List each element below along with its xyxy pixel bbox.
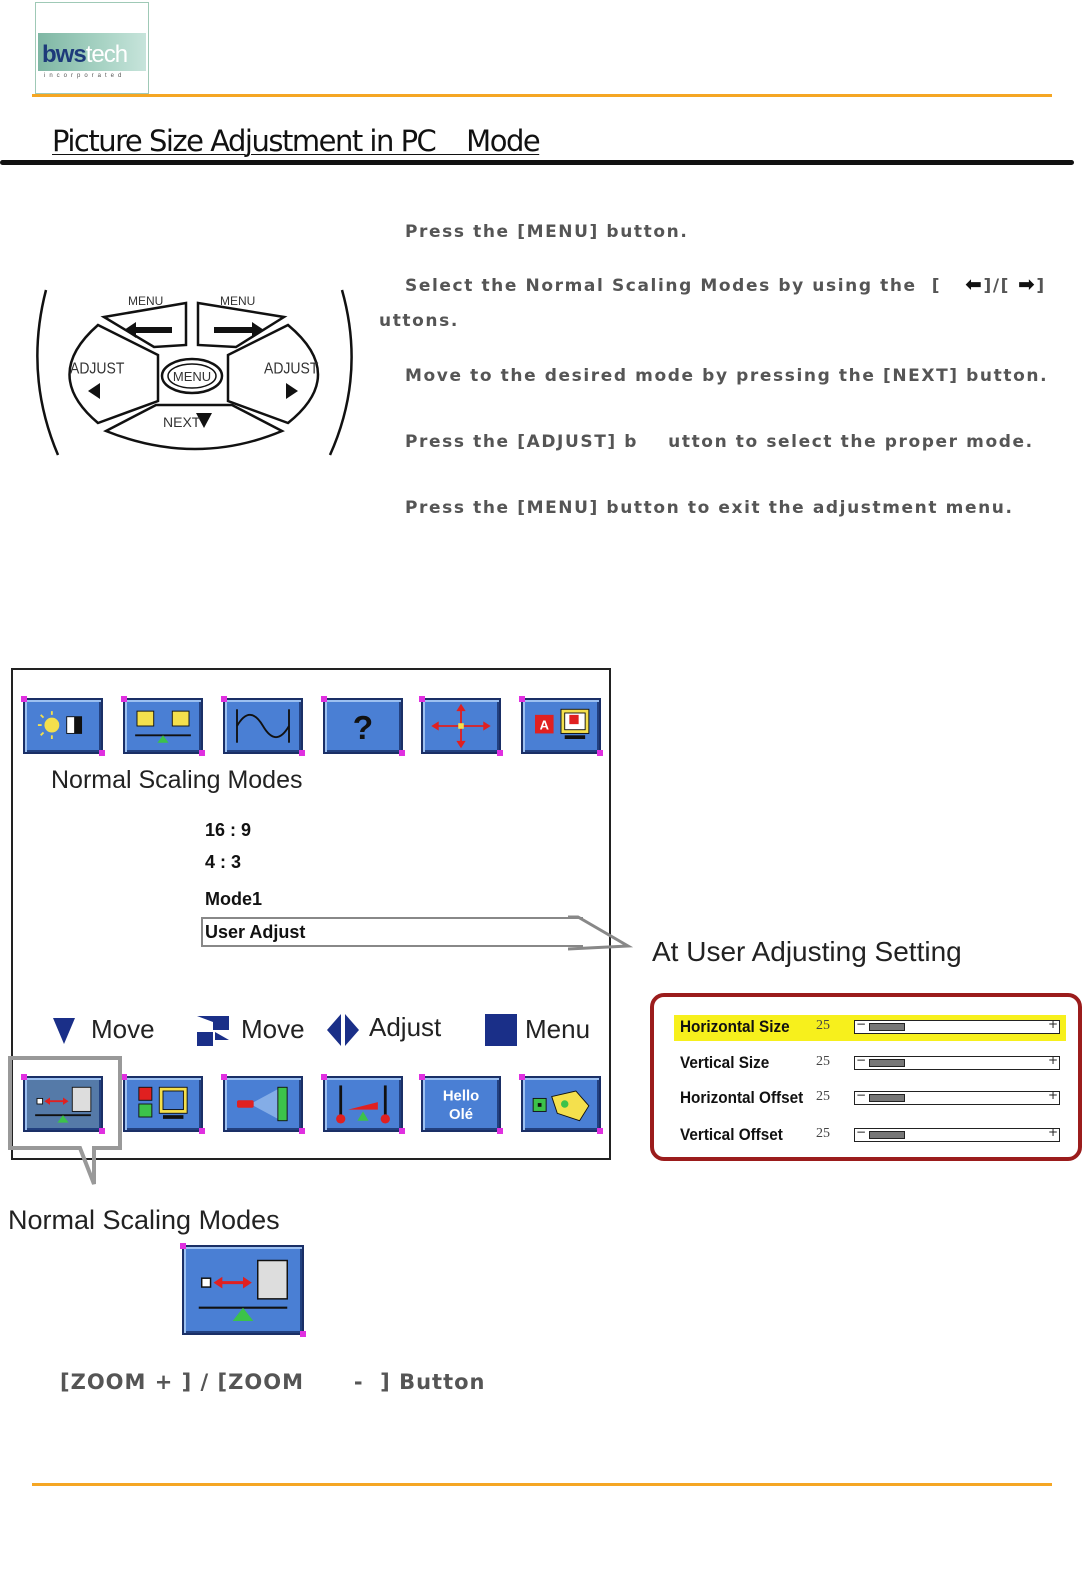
scaling-tile-callout [8,1056,124,1188]
projection-icon[interactable] [223,1076,303,1132]
menu-arrows-icon [195,1014,231,1048]
plus-icon[interactable]: + [1047,1088,1058,1102]
logo-word-b: tech [85,41,128,68]
option-mode1[interactable]: Mode1 [205,889,263,909]
step-2-text-b: ]/[ [983,276,1011,296]
tools-icon[interactable] [521,1076,601,1132]
step-3: Move to the desired mode by pressing the [NEXT] button. [405,366,1049,386]
adjust-slider[interactable] [854,1017,1060,1034]
adjust-right-label: ADJUST [264,359,319,378]
company-logo [35,2,149,94]
step-2-text-c: ] [1036,276,1046,296]
remote-control-diagram [36,285,354,460]
adjust-row-value: 25 [816,1018,830,1033]
temperature-icon[interactable] [323,1076,403,1132]
adjust-row-value: 25 [816,1126,830,1141]
minus-icon[interactable]: − [856,1053,867,1067]
next-label: NEXT [163,414,201,430]
title-underline-rule [0,160,1074,165]
step-2-text-a: Select the Normal Scaling Modes by using the [ [405,276,942,296]
legend-adjust: Adjust [369,1012,442,1042]
step-2-continued: uttons. [379,311,459,331]
slider-fill [869,1094,905,1102]
user-adjust-panel [650,993,1082,1161]
step-1: Press the [MENU] button. [405,222,689,242]
page-title: Picture Size Adjustment in PC Mode [52,124,540,158]
next-triangle-icon [51,1016,77,1046]
hello-ole-icon[interactable] [421,1076,501,1132]
minus-icon[interactable]: − [856,1017,867,1031]
step-5: Press the [MENU] button to exit the adjustment menu. [405,498,1014,518]
input-source-icon[interactable] [123,1076,203,1132]
adjust-slider[interactable] [854,1053,1060,1070]
option-4-3[interactable]: 4 : 3 [205,852,242,872]
step-2 [405,272,1046,296]
scaling-modes-caption: Normal Scaling Modes [8,1205,280,1235]
minus-icon[interactable]: − [856,1088,867,1102]
help-icon[interactable] [323,698,403,754]
footer-divider [32,1483,1052,1486]
waveform-icon[interactable] [223,698,303,754]
left-arrow-icon: ⬅ [965,272,984,296]
adjust-row[interactable] [674,1015,1066,1041]
menu-square-icon [485,1014,517,1046]
adjust-row-label: Vertical Size [680,1053,770,1072]
slider-fill [869,1023,905,1031]
legend-menu: Menu [525,1014,591,1044]
osd-heading: Normal Scaling Modes [51,766,303,794]
plus-icon[interactable]: + [1047,1017,1058,1031]
header-divider [32,94,1052,97]
scaling-modes-large-icon [182,1245,304,1335]
option-16-9[interactable]: 16 : 9 [205,820,252,840]
zoom-button-text: [ZOOM + ] / [ZOOM - ] Button [60,1370,486,1394]
legend-move-1: Move [91,1014,155,1044]
adjust-row[interactable] [674,1086,1066,1112]
adjust-slider[interactable] [854,1125,1060,1142]
adjust-row[interactable] [674,1123,1066,1149]
step-4: Press the [ADJUST] b utton to select the proper mode. [405,432,1034,452]
adjust-diamond-icon [325,1012,361,1048]
hello-line-1: Hello [442,1088,480,1105]
legend-move-2: Move [241,1014,305,1044]
minus-icon[interactable]: − [856,1125,867,1139]
adjust-row[interactable] [674,1051,1066,1077]
user-adjust-title: At User Adjusting Setting [652,936,962,967]
option-user-adjust[interactable]: User Adjust [205,922,306,942]
brightness-icon[interactable] [23,698,103,754]
plus-icon[interactable]: + [1047,1053,1058,1067]
right-arrow-icon: ➡ [1018,272,1037,296]
logo-word-a: bws [42,41,86,68]
adjust-row-label: Horizontal Size [680,1017,790,1036]
adjust-left-label: ADJUST [70,359,125,378]
position-icon[interactable] [421,698,501,754]
slider-fill [869,1131,905,1139]
adjust-row-label: Horizontal Offset [680,1088,804,1107]
menu-left-label: MENU [128,294,164,308]
language-icon[interactable] [521,698,601,754]
slider-fill [869,1059,905,1067]
svg-text:A: A [539,717,549,733]
menu-center-label: MENU [172,369,212,384]
logo-subtitle: incorporated [44,73,126,79]
menu-right-label: MENU [220,294,256,308]
help-icon-glyph: ? [352,710,374,747]
screen-balance-icon[interactable] [123,698,203,754]
adjust-row-value: 25 [816,1054,830,1069]
adjust-row-label: Vertical Offset [680,1125,783,1144]
adjust-slider[interactable] [854,1088,1060,1105]
plus-icon[interactable]: + [1047,1125,1058,1139]
adjust-row-value: 25 [816,1089,830,1104]
callout-connector [568,912,634,952]
hello-line-2: Olé [449,1106,473,1123]
